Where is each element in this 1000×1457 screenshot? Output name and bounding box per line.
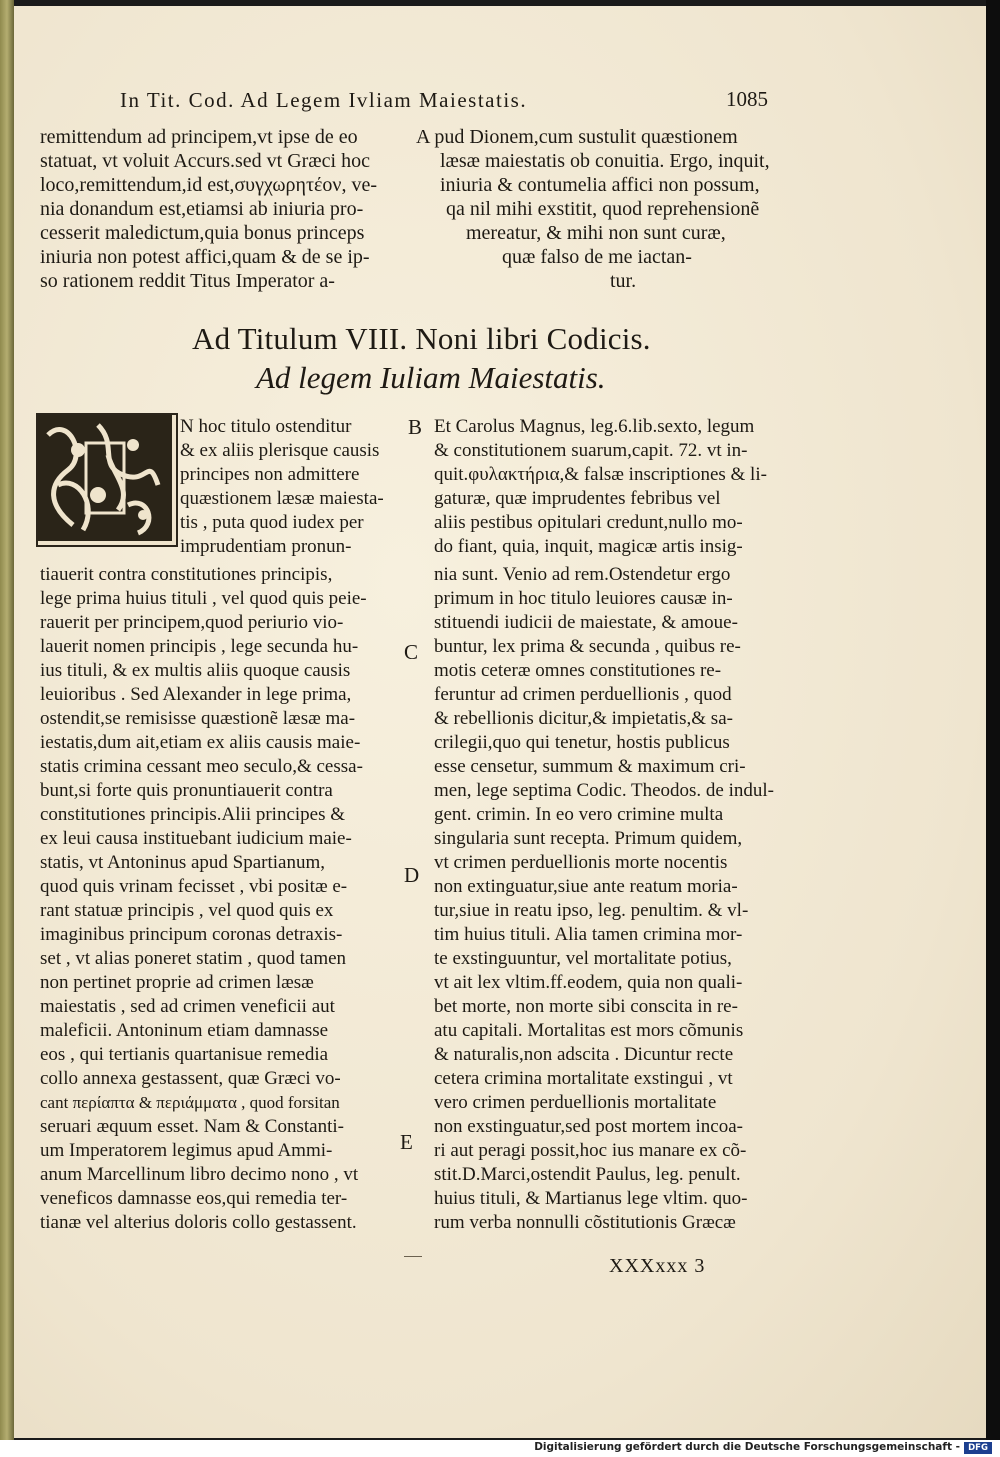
margin-letter: E (400, 1130, 413, 1154)
text-line: principes non admittere (180, 464, 360, 485)
text-line: primum in hoc titulo leuiores causæ in- (434, 588, 733, 609)
text-line: quæstionem læsæ maiesta- (180, 488, 384, 509)
text-line: læsæ maiestatis ob conuitia. Ergo, inquit, (440, 150, 770, 172)
text-line: feruntur ad crimen perduellionis , quod (434, 684, 732, 705)
text-line: rant statuæ principis , vel quod quis ex (40, 900, 334, 921)
text-line: cesserit maledictum,quia bonus princeps (40, 222, 365, 244)
text-line: te exstinguuntur, vel mortalitate potius, (434, 948, 732, 969)
text-line: statuat, vt voluit Accurs.sed vt Græci hoc (40, 150, 370, 172)
text-line: A pud Dionem,cum sustulit quæstionem (416, 126, 738, 148)
text-line: tur. (610, 270, 637, 292)
text-line: collo annexa gestassent, quæ Græci vo- (40, 1068, 341, 1089)
text-line: um Imperatorem legimus apud Ammi- (40, 1140, 333, 1161)
text-line: stituendi iudicii de maiestate, & amoue- (434, 612, 738, 633)
text-line: anum Marcellinum libro decimo nono , vt (40, 1164, 359, 1185)
text-line: atu capitali. Mortalitas est mors cõmunis (434, 1020, 744, 1041)
decorated-initial-image (36, 413, 178, 547)
text-line: quit.φυλακτήρια,& falsæ inscriptiones & li- (434, 464, 767, 485)
page-number: 1085 (726, 87, 768, 111)
text-line: cetera crimina mortalitate exstingui , vt (434, 1068, 733, 1089)
text-line: non pertinet proprie ad crimen læsæ (40, 972, 314, 993)
text-line: huius tituli, & Martianus lege vltim. quo- (434, 1188, 748, 1209)
margin-letter: C (404, 640, 419, 664)
text-line: rauerit per principem,quod periurio vio- (40, 612, 344, 633)
running-head: In Tit. Cod. Ad Legem Ivliam Maiestatis. (120, 88, 528, 112)
text-line: non exstinguatur,sed post mortem incoa- (434, 1116, 743, 1137)
text-line: & constitutionem suarum,capit. 72. vt in- (434, 440, 748, 461)
text-line: stit.D.Marci,ostendit Paulus, leg. penult. (434, 1164, 741, 1185)
text-line: gent. crimin. In eo vero crimine multa (434, 804, 724, 825)
dfg-logo: DFG (964, 1442, 992, 1454)
text-line: maleficii. Antoninum etiam damnasse (40, 1020, 329, 1041)
margin-letter: D (404, 863, 420, 887)
text-line: nia sunt. Venio ad rem.Ostendetur ergo (434, 564, 731, 585)
text-line: eos , qui tertianis quartanisue remedia (40, 1044, 329, 1065)
text-line: ri aut peragi possit,hoc ius manare ex cõ- (434, 1140, 747, 1161)
text-line: gaturæ, quæ imprudentes febribus vel (434, 488, 721, 509)
text-line: lauerit nomen principis , lege secunda hu- (40, 636, 359, 657)
text-line: mereatur, & mihi non sunt curæ, (466, 222, 726, 244)
text-line: rum verba nonnulli cõstitutionis Græcæ (434, 1212, 736, 1233)
text-line: motis ceteræ omnes constitutiones re- (434, 660, 722, 681)
text-line: cant περίαπτα & περιάμματα , quod forsitan (40, 1093, 340, 1112)
text-line: seruari æquum esset. Nam & Constanti- (40, 1116, 344, 1137)
text-line: qa nil mihi exstitit, quod reprehensionẽ (446, 198, 760, 220)
text-line: leuioribus . Sed Alexander in lege prima, (40, 684, 352, 705)
margin-letter: B (408, 415, 423, 439)
section-subtitle: Ad legem Iuliam Maiestatis. (256, 360, 606, 395)
text-line: ex leui causa instituebant iudicium maie- (40, 828, 352, 849)
text-line: statis, vt Antoninus apud Spartianum, (40, 852, 325, 873)
text-line: ius tituli, & ex multis aliis quoque causis (40, 660, 351, 681)
text-line: do fiant, quia, inquit, magicæ artis insig- (434, 536, 743, 557)
text-line: quæ falso de me iactan- (502, 246, 692, 268)
text-line: aliis pestibus opitulari credunt,nullo mo- (434, 512, 743, 533)
scan-border-right (986, 0, 1000, 1440)
text-line: N hoc titulo ostenditur (180, 416, 352, 437)
text-line: imaginibus principum coronas detraxis- (40, 924, 343, 945)
text-line: non extinguatur,siue ante reatum moria- (434, 876, 738, 897)
text-line: iniuria & contumelia affici non possum, (440, 174, 760, 196)
text-line: tur,siue in reatu ipso, leg. penultim. & vl- (434, 900, 749, 921)
text-line: lege prima huius tituli , vel quod quis peie- (40, 588, 367, 609)
text-line: maiestatis , sed ad crimen veneficii aut (40, 996, 335, 1017)
text-line: Et Carolus Magnus, leg.6.lib.sexto, legum (434, 416, 755, 437)
text-line: bet morte, non morte sibi conscita in re- (434, 996, 738, 1017)
text-line: esse censetur, summum & maximum cri- (434, 756, 746, 777)
text-line: iniuria non potest affici,quam & de se ip- (40, 246, 370, 268)
text-line: men, lege septima Codic. Theodos. de indul- (434, 780, 774, 801)
text-line: singularia sunt recepta. Primum quidem, (434, 828, 743, 849)
text-line: quod quis vrinam fecisset , vbi positæ e- (40, 876, 348, 897)
text-line: tiauerit contra constitutiones principis, (40, 564, 333, 585)
text-line: nia donandum est,etiamsi ab iniuria pro- (40, 198, 364, 220)
text-line: buntur, lex prima & secunda , quibus re- (434, 636, 741, 657)
text-line: so rationem reddit Titus Imperator a- (40, 270, 335, 292)
text-line: statis crimina cessant meo seculo,& cessa- (40, 756, 363, 777)
book-edge-left (0, 0, 14, 1440)
text-line: ostendit,se remisisse quæstionẽ læsæ ma- (40, 708, 356, 729)
footer-credit: Digitalisierung gefördert durch die Deutsche Forschungsgemeinschaft - (534, 1441, 960, 1453)
text-line: loco,remittendum,id est,συγχωρητέον, ve- (40, 174, 377, 196)
text-line: bunt,si forte quis pronuntiauerit contra (40, 780, 333, 801)
text-line: veneficos damnasse eos,qui remedia ter- (40, 1188, 348, 1209)
text-line: set , vt alias poneret statim , quod tamen (40, 948, 347, 969)
divider-dash (404, 1256, 422, 1257)
text-line: tianæ vel alterius doloris collo gestassent. (40, 1212, 357, 1233)
text-line: tim huius tituli. Alia tamen crimina mor- (434, 924, 743, 945)
text-line: vt ait lex vltim.ff.eodem, quia non quali- (434, 972, 743, 993)
text-line: & ex aliis plerisque causis (180, 440, 380, 461)
text-line: vero crimen perduellionis mortalitate (434, 1092, 717, 1113)
text-line: imprudentiam pronun- (180, 536, 352, 557)
text-line: & naturalis,non adscita . Dicuntur recte (434, 1044, 734, 1065)
text-line: iestatis,dum ait,etiam ex aliis causis maie- (40, 732, 361, 753)
text-line: vt crimen perduellionis morte nocentis (434, 852, 728, 873)
text-line: & rebellionis dicitur,& impietatis,& sa- (434, 708, 733, 729)
text-line: constitutiones principis.Alii principes & (40, 804, 346, 825)
text-line: tis , puta quod iudex per (180, 512, 364, 533)
text-line: crilegii,quo qui tenetur, hostis publicus (434, 732, 730, 753)
catchword-signature: XXXxxx 3 (609, 1255, 706, 1277)
section-title: Ad Titulum VIII. Noni libri Codicis. (192, 321, 651, 356)
text-line: remittendum ad principem,vt ipse de eo (40, 126, 358, 148)
